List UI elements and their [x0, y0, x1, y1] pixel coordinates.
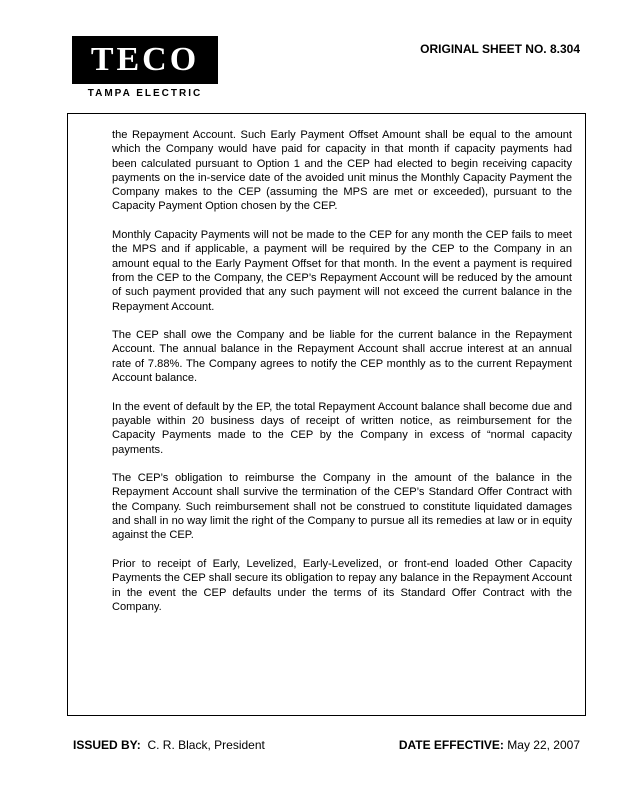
date-effective-value: May 22, 2007 — [507, 738, 580, 752]
date-effective — [399, 738, 580, 752]
tariff-content-box — [67, 113, 586, 716]
date-effective-label: DATE EFFECTIVE: — [398, 738, 504, 752]
sheet-number: ORIGINAL SHEET NO. 8.304 — [420, 42, 580, 56]
logo-subtext: TAMPA ELECTRIC — [87, 88, 203, 99]
paragraph-1: the Repayment Account. Such Early Payment Offset Amount shall be equal to the amount which the Company would have paid for capacity in that month if capacity payments had been calculated pursuant to Option 1 and the CEP had elected to begin receiving capacity payments on the in-service date of the avoided unit minus the Monthly Capacity Payment the Company makes to the CEP (assuming the MPS are met or exceeded), pursuant to the Capacity Payment Option chosen by the CEP. — [112, 129, 572, 213]
company-logo — [72, 36, 218, 99]
issued-by-label: ISSUED BY: — [73, 738, 141, 752]
paragraph-4: In the event of default by the EP, the total Repayment Account balance shall become due and payable within 20 business days of receipt of written notice, as reimbursement for the Capacity Payments made to the CEP by the Company in excess of “normal capacity payments. — [112, 400, 572, 456]
logo-mark: TECO — [72, 36, 218, 84]
tariff-text — [112, 128, 572, 628]
issued-by — [73, 738, 265, 752]
paragraph-6: Prior to receipt of Early, Levelized, Early-Levelized, or front-end loaded Other Capacity Payments the CEP shall secure its obligation to repay any balance in the Repayment Account in the event the CEP defaults under the terms of its Standard Offer Contract with the Company. — [112, 557, 572, 613]
issued-by-value: C. R. Black, President — [147, 738, 265, 752]
paragraph-5: The CEP’s obligation to reimburse the Company in the amount of the balance in the Repayment Account shall survive the termination of the CEP’s Standard Offer Contract with the Company. Such reimbursement shall not be construed to constitute liquidated damages and shall in no way limit the right of the Company to pursue all its remedies at law or in equity against the CEP. — [112, 472, 572, 542]
paragraph-3: The CEP shall owe the Company and be liable for the current balance in the Repayment Account. The annual balance in the Repayment Account shall accrue interest at an annual rate of 7.88%. The Company agrees to notify the CEP monthly as to the current Repayment Account balance. — [112, 329, 572, 385]
paragraph-2: Monthly Capacity Payments will not be made to the CEP for any month the CEP fails to meet the MPS and if applicable, a payment will be required by the CEP to the Company in an amount equal to the Early Payment Offset for that month. In the event a payment is required from the CEP to the Company, the CEP’s Repayment Account will be reduced by the amount of such payment provided that any such payment will not exceed the current balance in the Repayment Account. — [112, 229, 572, 313]
